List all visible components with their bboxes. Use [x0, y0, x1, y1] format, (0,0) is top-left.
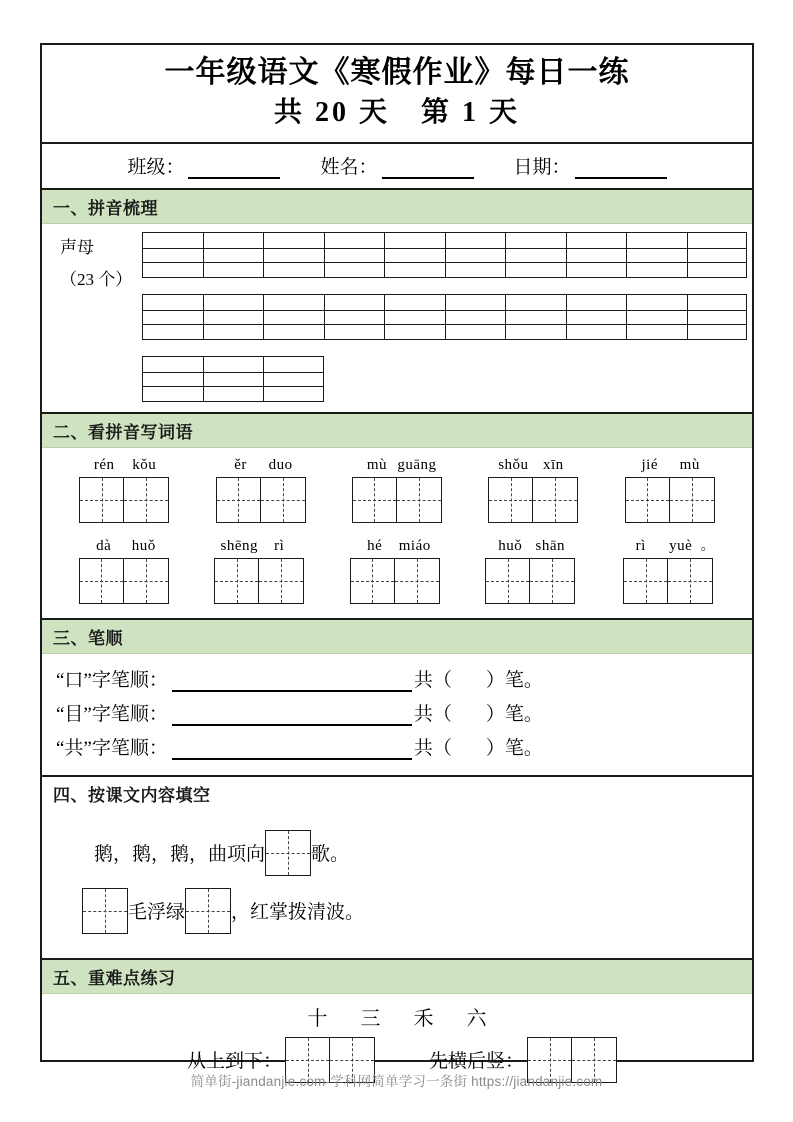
pinyin-syllable: rì: [274, 537, 285, 554]
word-pinyin: [84, 538, 164, 555]
pinyin-syllable: shān: [535, 537, 565, 554]
class-label: 班级：: [127, 157, 185, 179]
pinyin-cell[interactable]: [142, 232, 203, 278]
stroke-count-suffix: ）笔。: [485, 669, 543, 691]
tianzige-cell[interactable]: [80, 478, 124, 522]
pinyin-syllable: rì: [635, 537, 646, 554]
title-block: [42, 45, 752, 144]
pinyin-syllable: rén: [93, 456, 115, 473]
pinyin-cell[interactable]: [263, 232, 324, 278]
tianzige-cell[interactable]: [80, 559, 124, 603]
stroke-order-line-1: [42, 665, 752, 692]
pinyin-syllable: ěr: [234, 456, 247, 473]
word-pinyin: [490, 538, 570, 555]
section-5-heading: 五、重难点练习: [42, 960, 752, 994]
name-input-blank[interactable]: [382, 161, 474, 179]
word-item: [485, 538, 575, 604]
pinyin-syllable: kǒu: [132, 456, 157, 473]
tianzige-cell[interactable]: [670, 478, 714, 522]
tianzige-cell[interactable]: [489, 478, 533, 522]
pinyin-cell[interactable]: [324, 232, 385, 278]
tianzige-cell[interactable]: [624, 559, 668, 603]
pinyin-cell[interactable]: [445, 232, 506, 278]
stroke-count-suffix: ）笔。: [485, 737, 543, 759]
poem-line-1: [42, 830, 752, 876]
word-answer-boxes[interactable]: [79, 558, 169, 604]
tianzige-cell[interactable]: [397, 478, 441, 522]
tianzige-cell[interactable]: [266, 831, 310, 875]
punctuation: 。: [700, 538, 716, 554]
date-label: 日期：: [513, 157, 571, 179]
section-1-body: [42, 224, 752, 414]
date-input-blank[interactable]: [575, 161, 667, 179]
stroke-order-question: “口”字笔顺：: [56, 669, 168, 691]
word-pinyin: [221, 457, 301, 474]
pinyin-cell[interactable]: [263, 294, 324, 340]
name-label: 姓名：: [320, 157, 378, 179]
pinyin-cell[interactable]: [384, 232, 445, 278]
word-pinyin: [357, 457, 437, 474]
pinyin-cell[interactable]: [566, 294, 627, 340]
tianzige-cell[interactable]: [530, 559, 574, 603]
section-1-heading: 一、拼音梳理: [42, 190, 752, 224]
pinyin-cell[interactable]: [505, 294, 566, 340]
stroke-count-prefix: 共（: [413, 669, 452, 691]
pinyin-syllable: guāng: [397, 456, 437, 473]
practice-characters: 十 三 禾 六: [307, 1007, 501, 1030]
stroke-count-field[interactable]: [414, 699, 543, 726]
word-pinyin: [355, 538, 435, 555]
pinyin-cell[interactable]: [203, 232, 264, 278]
word-item: [216, 457, 306, 523]
pinyin-grid-row-1: [142, 232, 747, 278]
worksheet-frame: [40, 43, 754, 1073]
page-title: 一年级语文《寒假作业》每日一练: [164, 56, 630, 89]
pinyin-cell[interactable]: [566, 232, 627, 278]
pinyin-syllable: yuè: [669, 537, 693, 554]
tianzige-cell[interactable]: [259, 559, 303, 603]
word-pinyin: [84, 457, 164, 474]
stroke-count-field[interactable]: [414, 665, 543, 692]
pinyin-syllable: shǒu: [498, 456, 529, 473]
horizontal-first-label: 先横后竖：: [429, 1051, 525, 1073]
pinyin-syllable: shēng: [220, 537, 258, 554]
word-answer-boxes[interactable]: [214, 558, 304, 604]
shengmu-label-line2: （23 个）: [60, 270, 133, 290]
footer-watermark: 简单街-jiandanjie.com-学科网简单学习一条街 https://jiandanjie.com: [190, 1074, 603, 1089]
tianzige-cell[interactable]: [217, 478, 261, 522]
section-2-heading: 二、看拼音写词语: [42, 414, 752, 448]
word-answer-boxes[interactable]: [352, 477, 442, 523]
stroke-order-line-3: [42, 733, 752, 760]
poem-line-2: [42, 888, 752, 934]
word-item: [214, 538, 304, 604]
pinyin-cell[interactable]: [626, 294, 687, 340]
pinyin-cell[interactable]: [687, 294, 748, 340]
pinyin-cell[interactable]: [445, 294, 506, 340]
stroke-order-answer-blank[interactable]: [172, 673, 412, 692]
student-info-row: [42, 144, 752, 190]
pinyin-syllable: mù: [366, 456, 388, 473]
word-item: [621, 535, 716, 604]
pinyin-cell[interactable]: [142, 294, 203, 340]
pinyin-grid-row-2: [142, 294, 747, 340]
pinyin-syllable: miáo: [398, 537, 431, 554]
class-field[interactable]: [127, 152, 280, 179]
pinyin-cell[interactable]: [142, 356, 203, 402]
word-item: [350, 538, 440, 604]
tianzige-cell[interactable]: [395, 559, 439, 603]
section-3-heading: 三、笔顺: [42, 620, 752, 654]
stroke-order-question: “共”字笔顺：: [56, 737, 168, 759]
word-answer-boxes[interactable]: [216, 477, 306, 523]
page-subtitle: 共 20 天 第 1 天: [273, 96, 520, 128]
poem-line-2-mid: 毛浮绿: [128, 902, 186, 924]
stroke-count-prefix: 共（: [413, 703, 452, 725]
poem-blank-box-2[interactable]: [82, 888, 128, 934]
pinyin-cell[interactable]: [203, 294, 264, 340]
pinyin-syllable: jié: [641, 456, 658, 473]
section-4-heading: 四、按课文内容填空: [42, 777, 752, 810]
word-answer-boxes[interactable]: [623, 558, 713, 604]
pinyin-grid-area: [142, 232, 753, 402]
word-answer-boxes[interactable]: [485, 558, 575, 604]
poem-blank-box-1[interactable]: [265, 830, 311, 876]
pinyin-cell[interactable]: [384, 294, 445, 340]
section-4-body: [42, 810, 752, 960]
tianzige-cell[interactable]: [353, 478, 397, 522]
name-field[interactable]: [320, 152, 473, 179]
stroke-count-prefix: 共（: [413, 737, 452, 759]
pinyin-grid-row-3: [142, 356, 747, 402]
word-row-1: [42, 457, 752, 523]
pinyin-syllable: xīn: [543, 456, 564, 473]
tianzige-cell[interactable]: [124, 559, 168, 603]
section-3-body: [42, 654, 752, 777]
tianzige-cell[interactable]: [124, 478, 168, 522]
word-pinyin: [219, 538, 299, 555]
stroke-order-answer-blank[interactable]: [172, 741, 412, 760]
section-2-body: [42, 448, 752, 620]
tianzige-cell[interactable]: [626, 478, 670, 522]
tianzige-cell[interactable]: [186, 889, 230, 933]
poem-line-1-after: 歌。: [311, 844, 350, 866]
pinyin-syllable: mù: [679, 456, 700, 473]
date-field[interactable]: [514, 152, 667, 179]
shengmu-label: [42, 232, 142, 402]
poem-blank-box-3[interactable]: [185, 888, 231, 934]
word-answer-boxes[interactable]: [350, 558, 440, 604]
poem-line-2-after: ，红掌拨清波。: [231, 902, 365, 924]
class-input-blank[interactable]: [188, 161, 280, 179]
word-pinyin: [630, 457, 710, 474]
word-answer-boxes[interactable]: [488, 477, 578, 523]
pinyin-syllable: duo: [268, 456, 293, 473]
pinyin-cell[interactable]: [263, 356, 324, 402]
tianzige-cell[interactable]: [486, 559, 530, 603]
shengmu-label-line1: 声母: [60, 237, 94, 257]
tianzige-cell[interactable]: [351, 559, 395, 603]
pinyin-cell[interactable]: [505, 232, 566, 278]
pinyin-cell[interactable]: [687, 232, 748, 278]
pinyin-syllable: huǒ: [131, 537, 156, 554]
word-pinyin: [621, 535, 716, 555]
stroke-count-field[interactable]: [414, 733, 543, 760]
word-pinyin: [493, 457, 573, 474]
stroke-order-question: “目”字笔顺：: [56, 703, 168, 725]
word-item: [488, 457, 578, 523]
word-item: [625, 457, 715, 523]
poem-line-1-before: 鹅，鹅，鹅，曲项向: [94, 844, 266, 866]
word-item: [79, 457, 169, 523]
top-to-bottom-label: 从上到下：: [186, 1051, 282, 1073]
word-row-2: [42, 535, 752, 604]
pinyin-cell[interactable]: [203, 356, 264, 402]
stroke-order-answer-blank[interactable]: [172, 707, 412, 726]
pinyin-syllable: dà: [96, 537, 112, 554]
stroke-count-suffix: ）笔。: [485, 703, 543, 725]
tianzige-cell[interactable]: [83, 889, 127, 933]
word-answer-boxes[interactable]: [625, 477, 715, 523]
pinyin-syllable: huǒ: [498, 537, 523, 554]
tianzige-cell[interactable]: [668, 559, 712, 603]
tianzige-cell[interactable]: [533, 478, 577, 522]
word-item: [352, 457, 442, 523]
tianzige-cell[interactable]: [261, 478, 305, 522]
pinyin-cell[interactable]: [626, 232, 687, 278]
stroke-order-line-2: [42, 699, 752, 726]
pinyin-cell[interactable]: [324, 294, 385, 340]
tianzige-cell[interactable]: [215, 559, 259, 603]
pinyin-syllable: hé: [367, 537, 383, 554]
word-answer-boxes[interactable]: [79, 477, 169, 523]
word-item: [79, 538, 169, 604]
